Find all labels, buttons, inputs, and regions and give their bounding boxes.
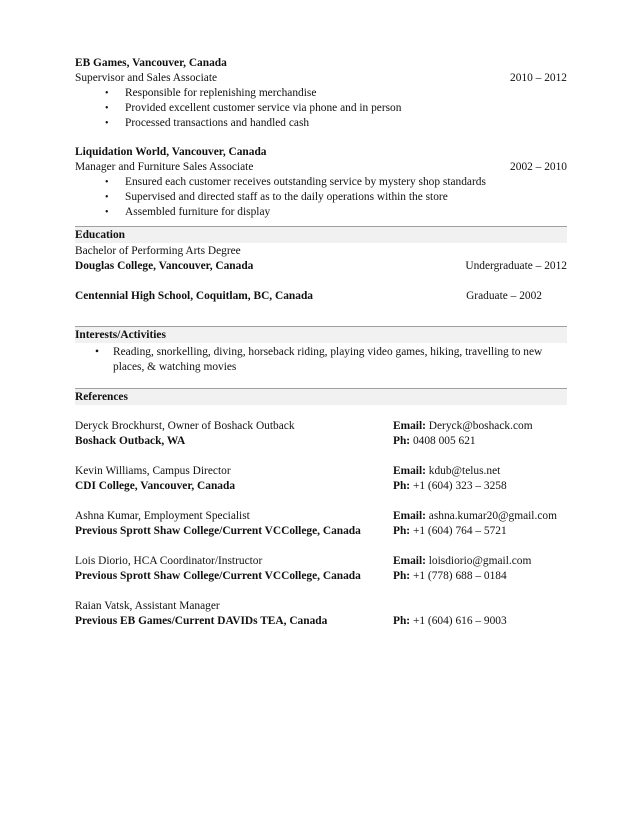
reference-entry bbox=[75, 599, 567, 629]
reference-entry bbox=[75, 554, 567, 584]
reference-org: Previous EB Games/Current DAVIDs TEA, Canada bbox=[75, 615, 328, 627]
reference-phone: +1 (604) 764 – 5721 bbox=[412, 525, 507, 537]
employer-name: Liquidation World, Vancouver, Canada bbox=[75, 146, 267, 158]
email-label: Email: bbox=[393, 465, 426, 477]
highschool-name: Centennial High School, Coquitlam, BC, Canada bbox=[75, 290, 313, 302]
references-heading: References bbox=[75, 388, 567, 405]
duty-item: • Assembled furniture for display bbox=[105, 205, 567, 220]
reference-name-role: Ashna Kumar, Employment Specialist bbox=[75, 510, 250, 522]
reference-phone: +1 (604) 616 – 9003 bbox=[412, 615, 507, 627]
highschool-status: Graduate – 2002 bbox=[466, 290, 542, 302]
job-title-row bbox=[75, 160, 567, 175]
reference-org: Previous Sprott Shaw College/Current VCCollege, Canada bbox=[75, 525, 361, 537]
college-status: Undergraduate – 2012 bbox=[465, 260, 567, 272]
reference-org: Boshack Outback, WA bbox=[75, 435, 186, 447]
reference-email-line bbox=[393, 419, 567, 434]
job-entry bbox=[75, 145, 567, 220]
reference-phone-line bbox=[393, 524, 567, 539]
college-name: Douglas College, Vancouver, Canada bbox=[75, 260, 254, 272]
duty-list bbox=[75, 175, 567, 220]
reference-phone: 0408 005 621 bbox=[412, 435, 476, 447]
job-dates: 2002 – 2010 bbox=[510, 161, 567, 173]
phone-label: Ph: bbox=[393, 525, 411, 537]
reference-phone-line bbox=[393, 569, 567, 584]
references-list bbox=[75, 419, 567, 629]
reference-phone: +1 (778) 688 – 0184 bbox=[412, 570, 507, 582]
reference-entry bbox=[75, 464, 567, 494]
reference-name-role: Lois Diorio, HCA Coordinator/Instructor bbox=[75, 555, 263, 567]
reference-org: CDI College, Vancouver, Canada bbox=[75, 480, 236, 492]
reference-email: loisdiorio@gmail.com bbox=[428, 555, 532, 567]
college-row bbox=[75, 259, 567, 274]
reference-entry bbox=[75, 509, 567, 539]
reference-phone: +1 (604) 323 – 3258 bbox=[412, 480, 507, 492]
reference-phone-line bbox=[393, 614, 567, 629]
reference-email-line bbox=[393, 464, 567, 479]
duty-list bbox=[75, 86, 567, 131]
highschool-row bbox=[75, 289, 567, 304]
email-label: Email: bbox=[393, 510, 426, 522]
email-label: Email: bbox=[393, 555, 426, 567]
job-dates: 2010 – 2012 bbox=[510, 72, 567, 84]
phone-label: Ph: bbox=[393, 615, 411, 627]
phone-label: Ph: bbox=[393, 570, 411, 582]
employer-name: EB Games, Vancouver, Canada bbox=[75, 57, 227, 69]
job-title: Manager and Furniture Sales Associate bbox=[75, 161, 254, 173]
duty-item: • Processed transactions and handled cash bbox=[105, 116, 567, 131]
duty-item: • Ensured each customer receives outstanding service by mystery shop standards bbox=[105, 175, 567, 190]
job-title: Supervisor and Sales Associate bbox=[75, 72, 218, 84]
education-section bbox=[75, 243, 567, 304]
duty-item: • Supervised and directed staff as to the daily operations within the store bbox=[105, 190, 567, 205]
reference-email: kdub@telus.net bbox=[428, 465, 501, 477]
reference-email: Deryck@boshack.com bbox=[428, 420, 533, 432]
reference-name-role: Raian Vatsk, Assistant Manager bbox=[75, 600, 220, 612]
reference-email-line bbox=[393, 509, 567, 524]
job-entry bbox=[75, 56, 567, 131]
duty-item: • Responsible for replenishing merchandise bbox=[105, 86, 567, 101]
email-label: Email: bbox=[393, 420, 426, 432]
reference-entry bbox=[75, 419, 567, 449]
degree: Bachelor of Performing Arts Degree bbox=[75, 245, 241, 257]
interests-heading: Interests/Activities bbox=[75, 326, 567, 343]
reference-email-line bbox=[393, 554, 567, 569]
duty-item: • Provided excellent customer service via phone and in person bbox=[105, 101, 567, 116]
phone-label: Ph: bbox=[393, 480, 411, 492]
phone-label: Ph: bbox=[393, 435, 411, 447]
reference-org: Previous Sprott Shaw College/Current VCCollege, Canada bbox=[75, 570, 361, 582]
reference-phone-line bbox=[393, 434, 567, 449]
reference-name-role: Deryck Brockhurst, Owner of Boshack Outback bbox=[75, 420, 295, 432]
interest-item: • Reading, snorkelling, diving, horseback riding, playing video games, hiking, travelling to new places, & watching movies bbox=[113, 345, 567, 375]
reference-name-role: Kevin Williams, Campus Director bbox=[75, 465, 231, 477]
reference-phone-line bbox=[393, 479, 567, 494]
reference-email: ashna.kumar20@gmail.com bbox=[428, 510, 557, 522]
interests-list bbox=[75, 345, 567, 375]
job-title-row bbox=[75, 71, 567, 86]
resume-page bbox=[75, 56, 567, 644]
education-heading: Education bbox=[75, 226, 567, 243]
